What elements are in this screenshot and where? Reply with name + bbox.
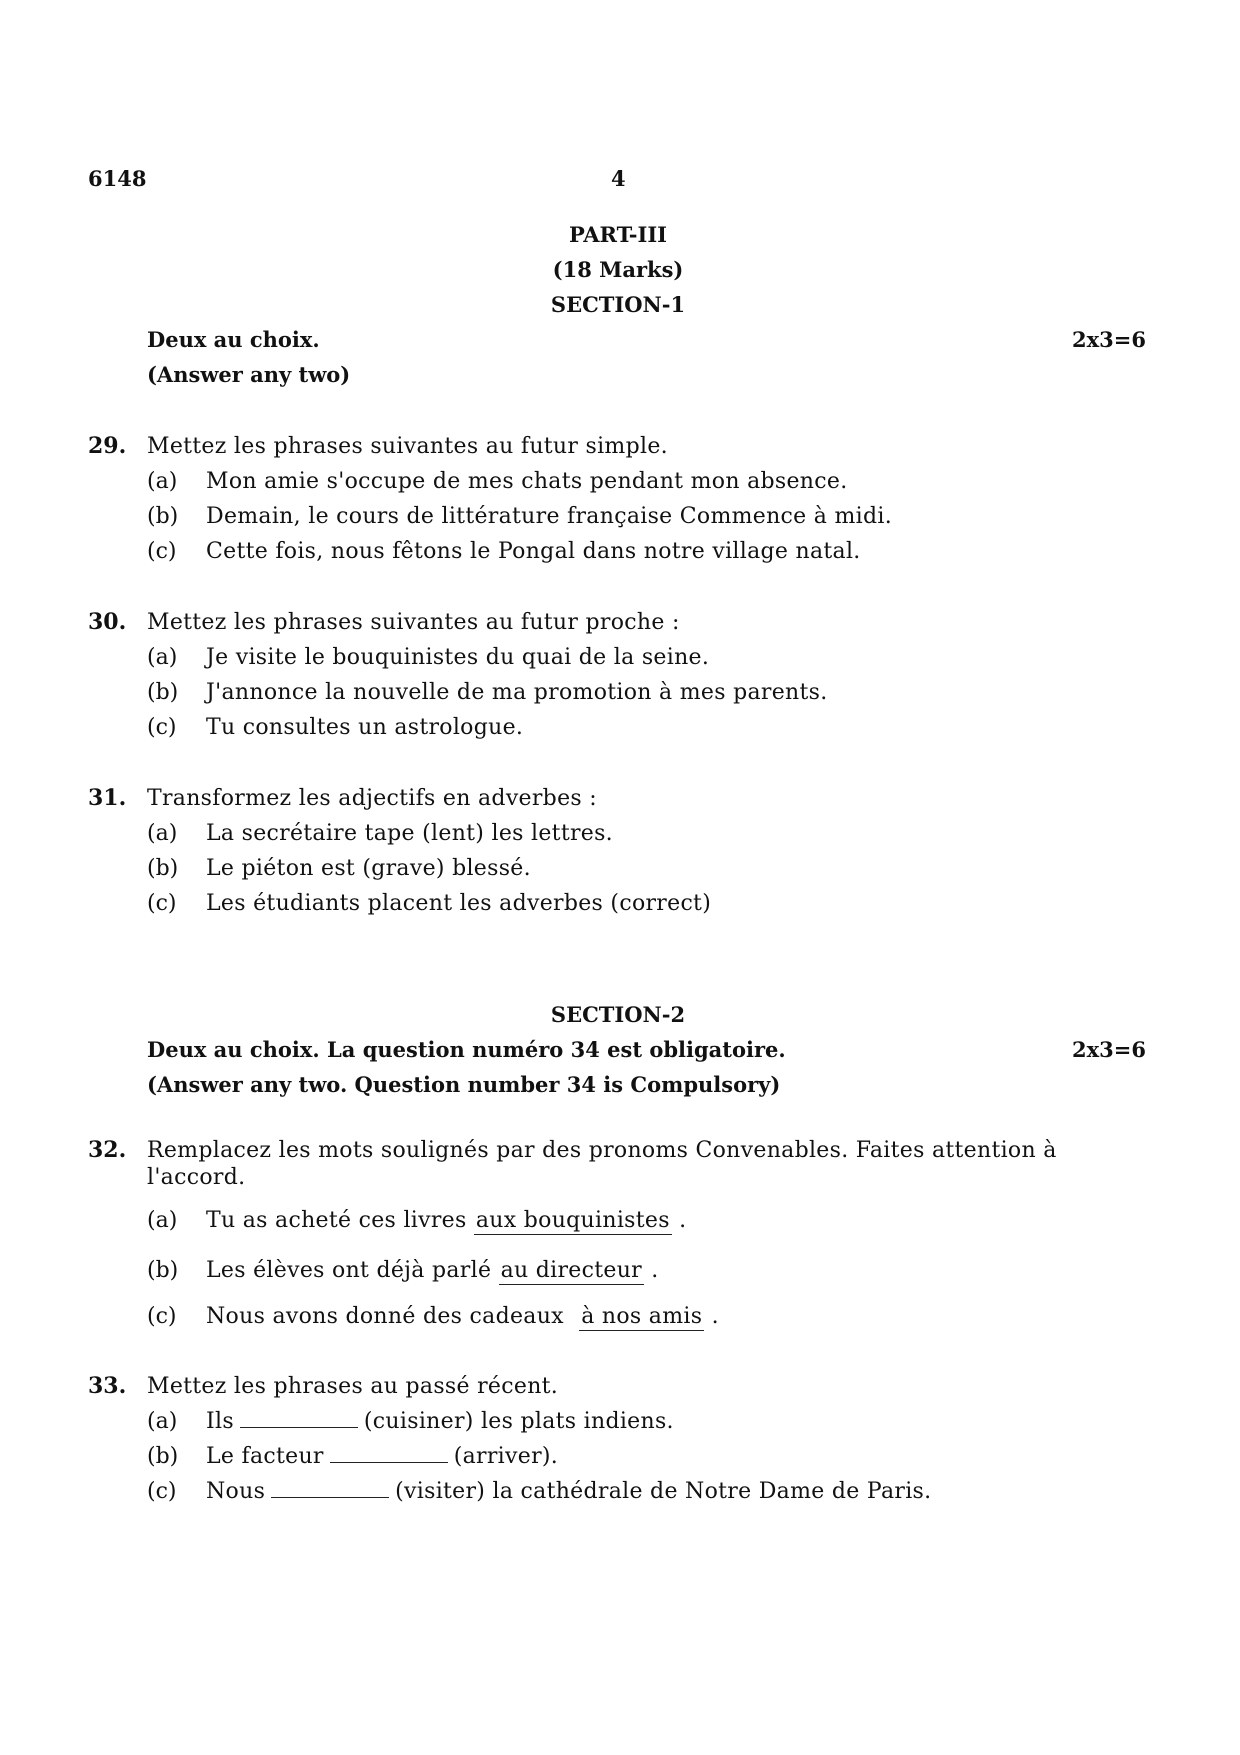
part-title: PART-III	[569, 222, 667, 247]
item-text: Mon amie s'occupe de mes chats pendant mon absence.	[206, 469, 848, 494]
item-text-after: (arriver).	[453, 1444, 559, 1469]
underlined-words: aux bouquinistes	[475, 1208, 670, 1233]
item-label: (a)	[147, 1409, 178, 1434]
section1-instruction-en: (Answer any two)	[147, 362, 351, 387]
question-prompt: Transformez les adjectifs en adverbes :	[147, 786, 597, 811]
question-item	[147, 1474, 1148, 1509]
question-item	[147, 851, 1148, 886]
section1-instruction-fr: Deux au choix.	[147, 327, 320, 352]
question-item	[147, 1207, 1148, 1235]
underlined-words: à nos amis	[581, 1304, 703, 1329]
item-label: (a)	[147, 821, 178, 846]
item-label: (b)	[147, 504, 179, 529]
item-label: (c)	[147, 715, 177, 740]
question-29	[88, 429, 1148, 569]
question-prompt: Mettez les phrases suivantes au futur simple.	[147, 434, 668, 459]
question-item	[147, 499, 1148, 534]
item-text-before: Les élèves ont déjà parlé	[206, 1258, 492, 1283]
answer-blank	[271, 1477, 389, 1498]
question-prompt: Mettez les phrases suivantes au futur proche :	[147, 610, 680, 635]
item-text	[206, 1404, 1148, 1439]
item-text-before: Ils	[206, 1409, 234, 1434]
item-text	[206, 1439, 1148, 1474]
item-label: (a)	[147, 469, 178, 494]
question-item	[147, 1439, 1148, 1474]
item-label: (b)	[147, 856, 179, 881]
question-item	[147, 1303, 1148, 1331]
item-label: (c)	[147, 1479, 177, 1504]
item-label: (a)	[147, 645, 178, 670]
item-label: (b)	[147, 680, 179, 705]
item-label: (c)	[147, 539, 177, 564]
question-item	[147, 1404, 1148, 1439]
section2-title: SECTION-2	[550, 1002, 686, 1027]
item-text: La secrétaire tape (lent) les lettres.	[206, 821, 613, 846]
item-text: Tu consultes un astrologue.	[206, 715, 524, 740]
item-text	[206, 1207, 1148, 1235]
item-text	[206, 1474, 1148, 1509]
item-text	[206, 1303, 1148, 1331]
item-text-after: .	[651, 1258, 659, 1283]
section2-instruction-fr: Deux au choix. La question numéro 34 est obligatoire.	[147, 1037, 786, 1062]
item-text-after: .	[711, 1304, 719, 1329]
question-item	[147, 534, 1148, 569]
item-text-after: (cuisiner) les plats indiens.	[363, 1409, 674, 1434]
question-number: 31.	[88, 785, 127, 811]
question-32	[88, 1137, 1148, 1331]
question-number: 30.	[88, 609, 127, 635]
question-number: 29.	[88, 433, 127, 459]
item-text-before: Tu as acheté ces livres	[206, 1208, 467, 1233]
question-prompt: Mettez les phrases au passé récent.	[147, 1374, 559, 1399]
item-text: Les étudiants placent les adverbes (correct)	[206, 891, 712, 916]
item-text-before: Nous	[206, 1479, 266, 1504]
item-text-before: Nous avons donné des cadeaux	[206, 1304, 564, 1329]
question-33	[88, 1369, 1148, 1509]
page-number: 4	[611, 166, 626, 191]
question-prompt: Remplacez les mots soulignés par des pronoms Convenables. Faites attention à l'accord.	[147, 1138, 1057, 1190]
item-text-after: (visiter) la cathédrale de Notre Dame de Paris.	[395, 1479, 932, 1504]
question-item	[147, 464, 1148, 499]
question-31	[88, 781, 1148, 921]
question-30	[88, 605, 1148, 745]
item-label: (c)	[147, 1304, 177, 1329]
paper-code: 6148	[88, 166, 147, 191]
item-text: J'annonce la nouvelle de ma promotion à mes parents.	[206, 680, 828, 705]
section2-marks: 2x3=6	[1072, 1037, 1146, 1062]
question-number: 32.	[88, 1137, 127, 1163]
section1-marks: 2x3=6	[1072, 327, 1146, 352]
item-label: (b)	[147, 1258, 179, 1283]
question-item	[147, 1257, 1148, 1285]
item-label: (c)	[147, 891, 177, 916]
item-label: (b)	[147, 1444, 179, 1469]
item-label: (a)	[147, 1208, 178, 1233]
item-text: Demain, le cours de littérature française Commence à midi.	[206, 504, 893, 529]
section1-title: SECTION-1	[550, 292, 686, 317]
item-text-before: Le facteur	[206, 1444, 324, 1469]
item-text	[206, 1257, 1148, 1285]
answer-blank	[240, 1407, 358, 1428]
item-text: Je visite le bouquinistes du quai de la seine.	[206, 645, 710, 670]
item-text: Le piéton est (grave) blessé.	[206, 856, 531, 881]
part-marks: (18 Marks)	[552, 257, 684, 282]
question-number: 33.	[88, 1373, 127, 1399]
item-text-after: .	[679, 1208, 687, 1233]
question-item	[147, 886, 1148, 921]
item-text: Cette fois, nous fêtons le Pongal dans notre village natal.	[206, 539, 861, 564]
section2-instruction-en: (Answer any two. Question number 34 is Compulsory)	[147, 1072, 781, 1097]
question-item	[147, 816, 1148, 851]
answer-blank	[330, 1442, 448, 1463]
question-item	[147, 640, 1148, 675]
underlined-words: au directeur	[500, 1258, 642, 1283]
question-item	[147, 710, 1148, 745]
question-item	[147, 675, 1148, 710]
